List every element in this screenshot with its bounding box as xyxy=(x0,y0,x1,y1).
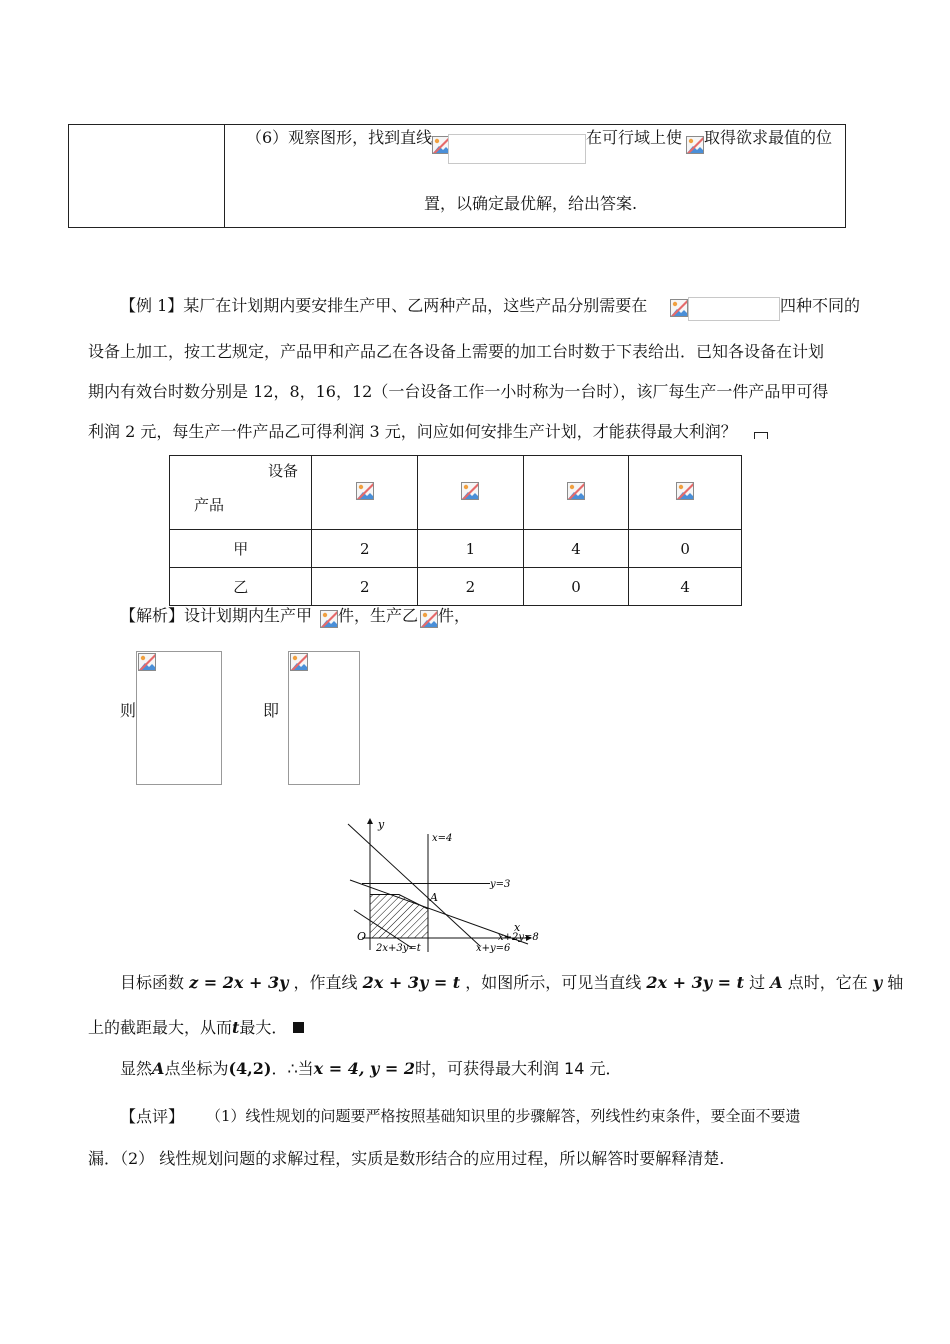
table-cell: 0 xyxy=(523,568,629,606)
table-header-cell xyxy=(170,456,312,530)
formula-placeholder xyxy=(688,297,780,321)
step6-text-3: 取得欲求最值的位 xyxy=(704,128,833,147)
example1-line2: 设备上加工，按工艺规定，产品甲和产品乙在各设备上需要的加工台时数于下表给出．已知各设备在计划 xyxy=(88,342,825,361)
conclusion-text: 点时，它在 xyxy=(787,973,868,992)
point-a-label: A xyxy=(430,891,438,904)
math-z: z = 2x + 3y xyxy=(189,973,289,992)
comment-line-1: （1）线性规划的问题要严格按照基础知识里的步骤解答，列线性约束条件，要全面不要遗 xyxy=(206,1107,801,1125)
y-axis-label: y xyxy=(378,818,385,831)
conclusion-text: 上的截距最大，从而 xyxy=(88,1018,233,1037)
label-x2y8: x+2y=8 xyxy=(498,932,539,943)
equipment-b-icon xyxy=(461,482,479,500)
formula-image-icon xyxy=(320,610,338,628)
analysis-text-3: 件， xyxy=(438,606,471,625)
conclusion-text: 目标函数 xyxy=(120,973,185,992)
label-objective: 2x+3y=t xyxy=(376,943,421,954)
equipment-table xyxy=(169,455,742,606)
label-ze: 则 xyxy=(120,701,137,720)
formula-image-icon xyxy=(670,299,688,317)
analysis-text-2: 件，生产乙 xyxy=(338,606,419,625)
equipment-c-icon xyxy=(567,482,585,500)
table-cell: 2 xyxy=(312,568,418,606)
math-point: (4,2) xyxy=(228,1059,272,1078)
example1-line1a: 【例 1】某厂在计划期内要安排生产甲、乙两种产品，这些产品分别需要在 xyxy=(120,296,648,315)
paragraph-mark xyxy=(754,432,768,439)
conclusion-text: 显然 xyxy=(120,1059,153,1078)
simplified-system-image xyxy=(288,651,360,785)
conclusion-text: ．∴当 xyxy=(271,1059,314,1078)
table-cell: 4 xyxy=(523,530,629,568)
formula-image-icon xyxy=(686,136,704,154)
table-header-cell xyxy=(312,456,418,530)
example1-line4: 利润 2 元，每生产一件产品乙可得利润 3 元，问应如何安排生产计划，才能获得最大利润？ xyxy=(88,422,737,441)
math-a: A xyxy=(152,1059,165,1078)
conclusion-text: 时，可获得最大利润 14 元． xyxy=(414,1059,622,1078)
conclusion-line-3 xyxy=(120,1061,622,1077)
origin-label: O xyxy=(357,930,367,943)
equipment-a-icon xyxy=(356,482,374,500)
math-values: x = 4, y = 2 xyxy=(313,1059,415,1078)
conclusion-text: 点坐标为 xyxy=(164,1059,229,1078)
math-y: y xyxy=(872,973,883,992)
feasible-region-figure xyxy=(340,814,550,954)
table-header-cell xyxy=(523,456,629,530)
row-label: 乙 xyxy=(170,568,312,606)
conclusion-text: 轴 xyxy=(887,973,904,992)
analysis-text-1: 【解析】设计划期内生产甲 xyxy=(120,606,313,625)
math-a: A xyxy=(770,973,783,992)
feasible-region xyxy=(370,895,428,939)
header-equipment: 设备 xyxy=(268,462,299,480)
formula-image-icon xyxy=(420,610,438,628)
conclusion-text: 过 xyxy=(749,973,766,992)
row-label: 甲 xyxy=(170,530,312,568)
formula-image-icon xyxy=(290,653,308,671)
end-of-proof-mark xyxy=(293,1022,304,1033)
example1-line1b: 四种不同的 xyxy=(780,296,861,315)
table-header-cell xyxy=(418,456,524,530)
formula-image-icon xyxy=(138,653,156,671)
step6-text-4: 置，以确定最优解，给出答案. xyxy=(424,194,638,213)
table-cell: 0 xyxy=(629,530,742,568)
table-cell: 4 xyxy=(629,568,742,606)
conclusion-line-2 xyxy=(88,1020,304,1036)
math-line: 2x + 3y = t xyxy=(646,973,744,992)
comment-label: 【点评】 xyxy=(120,1107,185,1126)
comment-line-2: 漏．（2） 线性规划问题的求解过程，实质是数形结合的应用过程，所以解答时要解释清楚. xyxy=(88,1149,725,1168)
table-row xyxy=(170,568,742,606)
conclusion-text: ，如图所示，可见当直线 xyxy=(465,973,642,992)
label-xy6: x+y=6 xyxy=(476,943,511,954)
example1-line3: 期内有效台时数分别是 12，8，16，12（一台设备工作一小时称为一台时），该厂每生产一件产品甲可得 xyxy=(88,382,829,401)
table-cell: 2 xyxy=(418,568,524,606)
label-y3: y=3 xyxy=(490,879,511,890)
table-header-cell xyxy=(629,456,742,530)
step6-text-1: （6）观察图形，找到直线 xyxy=(246,128,433,147)
equipment-d-icon xyxy=(676,482,694,500)
header-product: 产品 xyxy=(194,496,225,514)
math-line: 2x + 3y = t xyxy=(362,973,461,992)
table-cell: 1 xyxy=(418,530,524,568)
math-t: t xyxy=(232,1018,240,1037)
step6-text-2: 在可行域上使 xyxy=(586,128,683,147)
label-ji: 即 xyxy=(263,701,280,720)
conclusion-line-1 xyxy=(120,975,903,991)
label-x4: x=4 xyxy=(432,833,453,844)
table-cell: 2 xyxy=(312,530,418,568)
table-row xyxy=(170,530,742,568)
x-axis-label: x xyxy=(514,921,521,934)
conclusion-text: ，作直线 xyxy=(293,973,358,992)
constraint-system-image xyxy=(136,651,222,785)
step-table-divider xyxy=(224,125,225,227)
formula-placeholder xyxy=(448,134,586,164)
conclusion-text: 最大． xyxy=(239,1018,288,1037)
